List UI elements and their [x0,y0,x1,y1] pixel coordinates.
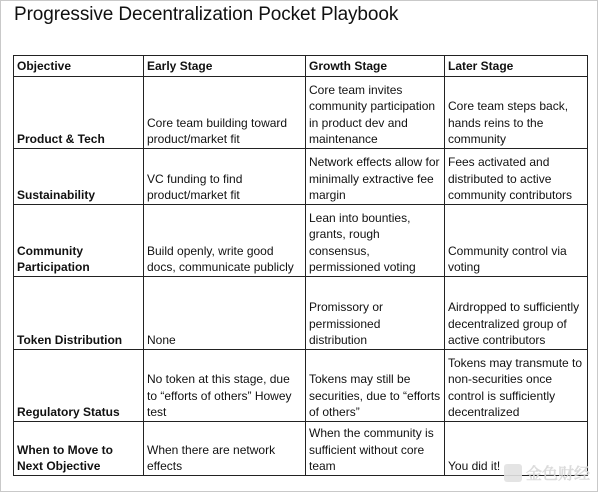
row-objective: Token Distribution [14,277,144,350]
cell-early-stage: None [144,277,306,350]
table-row [14,149,588,205]
table-row [14,350,588,422]
cell-later-stage: You did it! [445,422,588,476]
cell-growth-stage: Tokens may still be securities, due to “efforts of others” [306,350,445,422]
cell-later-stage: Airdropped to sufficiently decentralized group of active contributors [445,277,588,350]
cell-later-stage: Community control via voting [445,205,588,277]
page-title: Progressive Decentralization Pocket Playbook [14,4,399,25]
cell-early-stage: When there are network effects [144,422,306,476]
row-objective: Sustainability [14,149,144,205]
table-row [14,277,588,350]
row-objective: When to Move to Next Objective [14,422,144,476]
cell-early-stage: VC funding to find product/market fit [144,149,306,205]
cell-early-stage: Core team building toward product/market fit [144,77,306,149]
table-header-row [14,56,588,77]
row-objective: Community Participation [14,205,144,277]
table-row [14,77,588,149]
column-header-early-stage: Early Stage [144,56,306,77]
row-objective: Regulatory Status [14,350,144,422]
watermark-text: 金色财经 [525,466,590,483]
column-header-objective: Objective [14,56,144,77]
row-objective: Product & Tech [14,77,144,149]
column-header-later-stage: Later Stage [445,56,588,77]
table-row [14,422,588,476]
cell-growth-stage: Promissory or permissioned distribution [306,277,445,350]
cell-growth-stage: Network effects allow for minimally extractive fee margin [306,149,445,205]
cell-growth-stage: When the community is sufficient without core team [306,422,445,476]
logo-icon [504,464,522,482]
cell-growth-stage: Lean into bounties, grants, rough consensus, permissioned voting [306,205,445,277]
cell-later-stage: Tokens may transmute to non-securities once control is sufficiently decentralized [445,350,588,422]
watermark [504,461,590,484]
table-row [14,205,588,277]
cell-early-stage: Build openly, write good docs, communicate publicly [144,205,306,277]
playbook-table [13,55,588,476]
cell-later-stage: Core team steps back, hands reins to the community [445,77,588,149]
column-header-growth-stage: Growth Stage [306,56,445,77]
cell-growth-stage: Core team invites community participation in product dev and maintenance [306,77,445,149]
cell-later-stage: Fees activated and distributed to active community contributors [445,149,588,205]
cell-early-stage: No token at this stage, due to “efforts of others” Howey test [144,350,306,422]
